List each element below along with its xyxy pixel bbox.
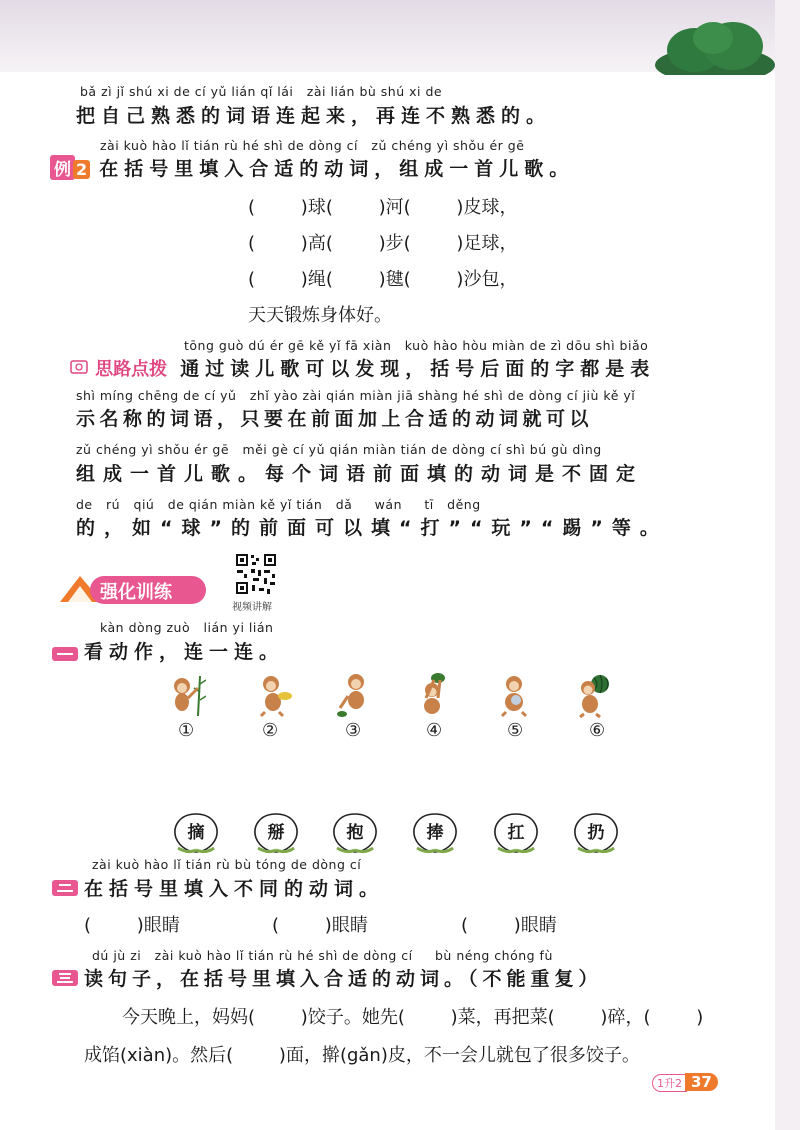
poem-line: ( )绳( )毽( )沙包， <box>248 269 518 290</box>
q3-heading <box>52 964 603 991</box>
monkey-throwing-icon <box>336 672 376 718</box>
q1-heading <box>52 637 284 664</box>
monkey-carrying-melon-icon <box>576 672 616 718</box>
qr-caption: 视频讲解 <box>232 602 272 613</box>
lightbulb-icon <box>70 359 90 377</box>
verb-peach[interactable] <box>329 808 381 854</box>
hint-pinyin: zǔ chéng yì shǒu ér gē měi gè cí yǔ qián miàn tián de dòng cí shì bú gù dìng <box>76 442 602 457</box>
q1-pinyin: kàn dòng zuò lián yi lián <box>100 620 274 635</box>
option-number: ① <box>178 720 195 741</box>
section-number-three <box>52 970 78 986</box>
poem-line: ( )高( )步( )足球， <box>248 233 518 254</box>
q3-sentence-line1[interactable]: 今天晚上，妈妈( )饺子。她先( )菜，再把菜( )碎，( ) <box>122 1007 704 1028</box>
verb-peach[interactable] <box>250 808 302 854</box>
q2-pinyin: zài kuò hào lǐ tián rù bù tóng de dòng cí <box>92 857 362 872</box>
page-number-tag <box>652 1072 718 1092</box>
poem-line: 天天锻炼身体好。 <box>248 305 392 326</box>
monkey-picking-icon <box>166 672 206 718</box>
option-number: ③ <box>345 720 362 741</box>
hint-pinyin: tōng guò dú ér gē kě yǐ fā xiàn kuò hào hòu miàn de zì dōu shì biǎo <box>184 338 649 353</box>
eyes-blank-3[interactable]: ( )眼睛 <box>461 915 557 936</box>
q3-sentence-line2[interactable]: 成馅(xiàn)。然后( )面，擀(gǎn)皮，不一会儿就包了很多饺子。 <box>84 1045 640 1066</box>
hint-row <box>70 354 655 381</box>
example2-title: 在括号里填入合适的动词，组成一首儿歌。 <box>99 158 575 180</box>
q3-title: 读句子，在括号里填入合适的动词。（不能重复） <box>84 968 603 990</box>
option-number: ⑥ <box>589 720 606 741</box>
verb-peach[interactable] <box>409 808 461 854</box>
option-number: ⑤ <box>507 720 524 741</box>
monkey-hugging-icon <box>496 672 536 718</box>
page-edge <box>775 0 800 1130</box>
q2-heading <box>52 874 384 901</box>
hint-text: 通过读儿歌可以发现，括号后面的字都是表 <box>180 358 656 380</box>
monkey-peeling-icon <box>255 672 295 718</box>
hint-pinyin: shì míng chēng de cí yǔ zhǐ yào zài qián miàn jiā shàng hé shì de dòng cí jiù kě yǐ <box>76 388 636 403</box>
verb-label: 摘 <box>187 823 205 843</box>
intro-text: 把自己熟悉的词语连起来，再连不熟悉的。 <box>76 105 552 127</box>
q2-title: 在括号里填入不同的动词。 <box>84 878 385 900</box>
verb-label: 抱 <box>346 823 364 843</box>
page-number: 37 <box>685 1073 718 1091</box>
hint-text: 示名称的词语，只要在前面加上合适的动词就可以 <box>76 408 594 430</box>
hint-pinyin: de rú qiú de qián miàn kě yǐ tián dǎ wán tī děng <box>76 497 481 512</box>
qr-code[interactable] <box>234 552 278 596</box>
verb-label: 扛 <box>507 823 525 843</box>
verb-peach[interactable] <box>170 808 222 854</box>
intro-pinyin: bǎ zì jǐ shú xi de cí yǔ lián qǐ lái zài lián bù shú xi de <box>80 84 443 99</box>
verb-peach[interactable] <box>490 808 542 854</box>
example-badge: 例 <box>50 155 75 180</box>
hint-label: 思路点拨 <box>95 359 168 380</box>
q1-title: 看动作，连一连。 <box>84 641 285 663</box>
grade-label: 1升2 <box>652 1074 687 1092</box>
training-title: 强化训练 <box>100 582 172 603</box>
verb-peach[interactable] <box>570 808 622 854</box>
monkey-holding-up-icon <box>414 672 454 718</box>
example2-pinyin: zài kuò hào lǐ tián rù hé shì de dòng cí zǔ chéng yì shǒu ér gē <box>100 138 525 153</box>
verb-label: 扔 <box>587 823 605 843</box>
poem-line: ( )球( )河( )皮球， <box>248 197 518 218</box>
hint-text: 组成一首儿歌。每个词语前面填的动词是不固定 <box>76 463 644 485</box>
bush-illustration <box>655 20 775 75</box>
example2-heading <box>50 154 574 181</box>
verb-label: 捧 <box>426 823 444 843</box>
section-number-two <box>52 880 78 896</box>
hint-text: 的，如“球”的前面可以填“打”“玩”“踢”等。 <box>76 517 668 539</box>
option-number: ② <box>262 720 279 741</box>
q3-pinyin: dú jù zi zài kuò hào lǐ tián rù hé shì de dòng cí bù néng chóng fù <box>92 948 553 963</box>
eyes-blank-1[interactable]: ( )眼睛 <box>84 915 180 936</box>
eyes-blank-2[interactable]: ( )眼睛 <box>272 915 368 936</box>
section-number-one <box>52 647 78 661</box>
verb-label: 掰 <box>267 823 285 843</box>
example-number: 2 <box>73 160 90 179</box>
option-number: ④ <box>426 720 443 741</box>
